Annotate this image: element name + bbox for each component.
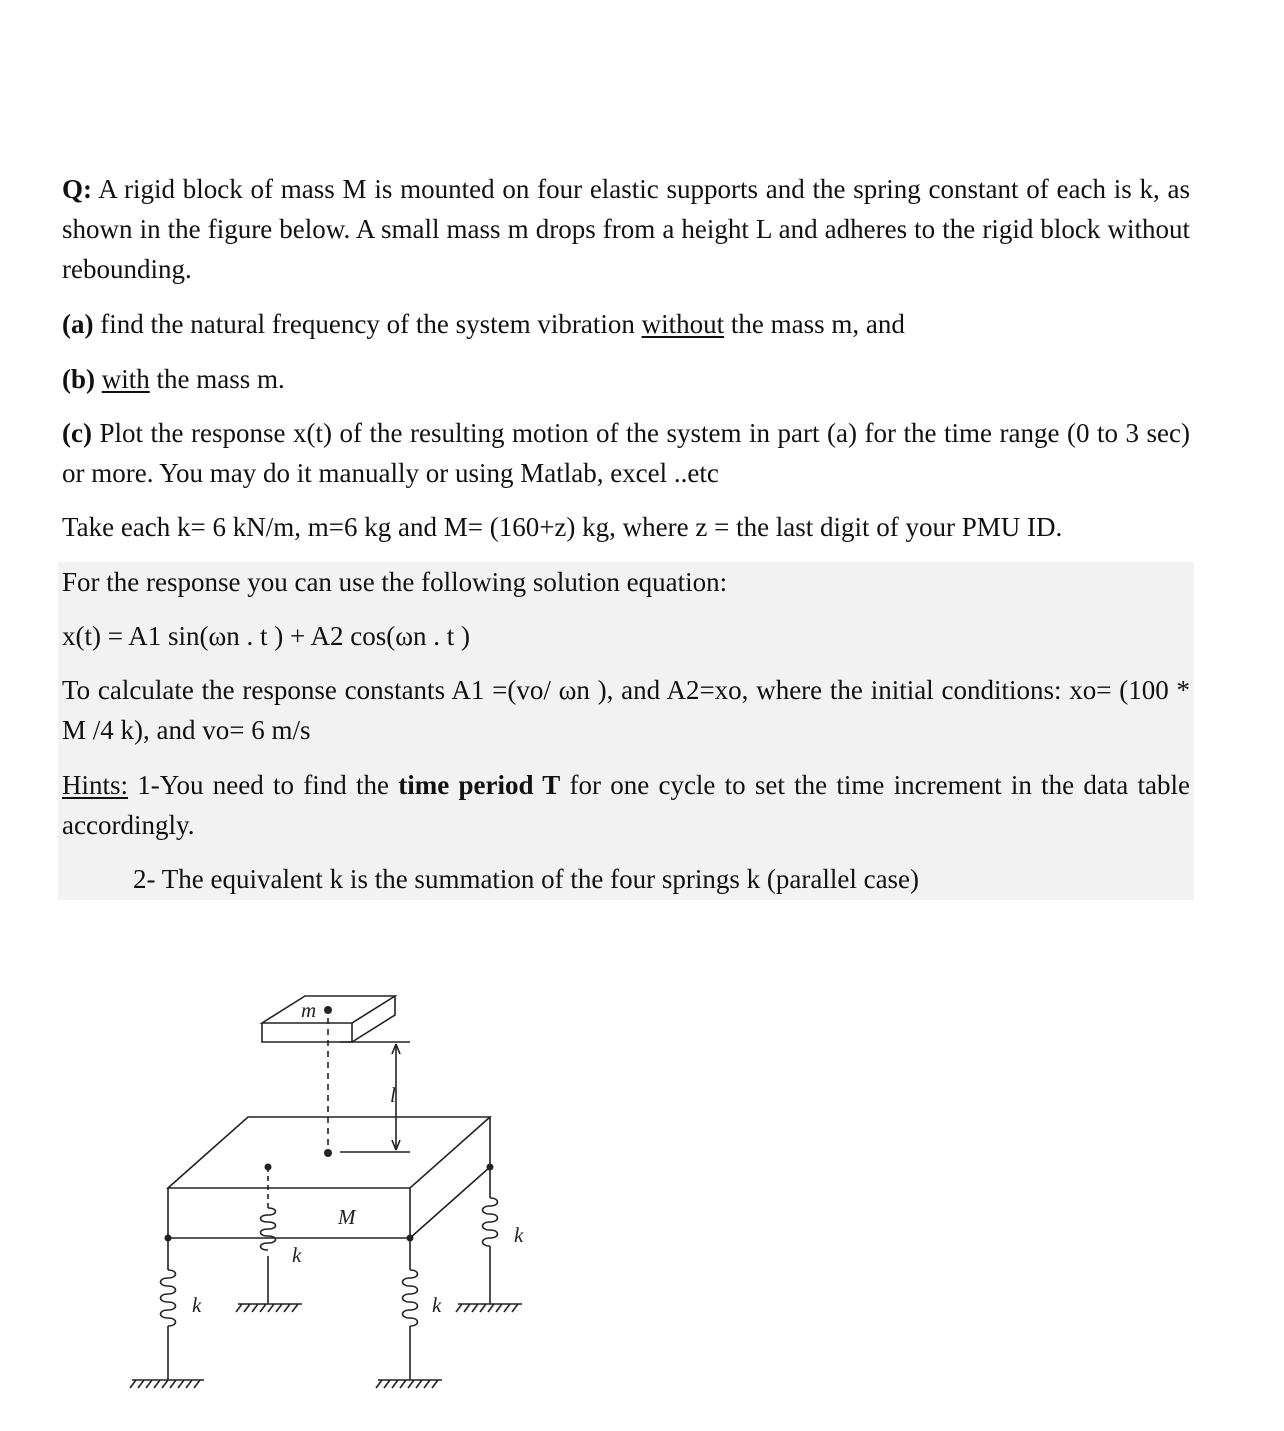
label-block-mass: M bbox=[338, 1205, 356, 1229]
spring-mass-figure bbox=[120, 980, 540, 1400]
hints-label: Hints: bbox=[62, 770, 129, 800]
label-spring-front-left: k bbox=[192, 1293, 202, 1317]
solution-equation: x(t) = A1 sin(ωn . t ) + A2 cos(ωn . t ) bbox=[62, 621, 470, 651]
solution-intro: For the response you can use the following solution equation: bbox=[62, 567, 728, 597]
height-dimension bbox=[340, 1042, 410, 1152]
part-b-label: (b) bbox=[62, 364, 95, 394]
response-constants: To calculate the response constants A1 =(vo/ ωn ), and A2=xo, where the initial conditions: xo= (100 * M /4 k), and vo= 6 m/s bbox=[62, 675, 1190, 745]
label-spring-back-left: k bbox=[292, 1243, 302, 1267]
given-values: Take each k= 6 kN/m, m=6 kg and M= (160+z) kg, where z = the last digit of your PMU ID. bbox=[62, 512, 1063, 542]
part-b bbox=[62, 359, 1190, 399]
hint-1-text-end: for one cycle to set the time increment in the data table accordingly. bbox=[62, 770, 1191, 840]
figure-svg bbox=[120, 980, 540, 1400]
label-small-mass: m bbox=[301, 998, 317, 1022]
question-label: Q: bbox=[62, 174, 92, 204]
label-spring-back-right: k bbox=[514, 1223, 524, 1247]
part-c-text: Plot the response x(t) of the resulting motion of the system in part (a) for the time range (0 to 3 sec) or more. You may do it manually or using Matlab, excel ..etc bbox=[62, 418, 1190, 488]
hint-1 bbox=[62, 765, 1190, 845]
part-a-underlined: without bbox=[641, 309, 725, 339]
impact-point-dot bbox=[324, 1149, 332, 1157]
hint-1-bold: time period T bbox=[398, 770, 561, 800]
hint-1-text: 1-You need to find the bbox=[137, 770, 389, 800]
label-spring-front-right: k bbox=[432, 1293, 442, 1317]
part-a-text: find the natural frequency of the system vibration bbox=[100, 309, 635, 339]
part-b-underlined: with bbox=[101, 364, 150, 394]
label-height: l bbox=[390, 1083, 396, 1107]
part-a-label: (a) bbox=[62, 309, 94, 339]
question-text: A rigid block of mass M is mounted on four elastic supports and the spring constant of each is k, as shown in the figure below. A small mass m drops from a height L and adheres to the rigid block without rebounding. bbox=[62, 174, 1191, 284]
part-c-label: (c) bbox=[62, 418, 92, 448]
joint-back-right bbox=[487, 1164, 494, 1171]
part-a-text-end: the mass m, and bbox=[730, 309, 905, 339]
hint-2: 2- The equivalent k is the summation of the four springs k (parallel case) bbox=[133, 864, 920, 894]
part-a bbox=[62, 304, 1190, 344]
small-mass-dot bbox=[324, 1006, 332, 1014]
rigid-block-m bbox=[168, 1117, 490, 1238]
joint-back-left bbox=[265, 1164, 272, 1171]
question-paragraph bbox=[62, 169, 1190, 289]
part-c bbox=[62, 413, 1190, 493]
part-b-text: the mass m. bbox=[156, 364, 285, 394]
joint-front-left bbox=[165, 1235, 172, 1242]
joint-front-right bbox=[407, 1235, 414, 1242]
